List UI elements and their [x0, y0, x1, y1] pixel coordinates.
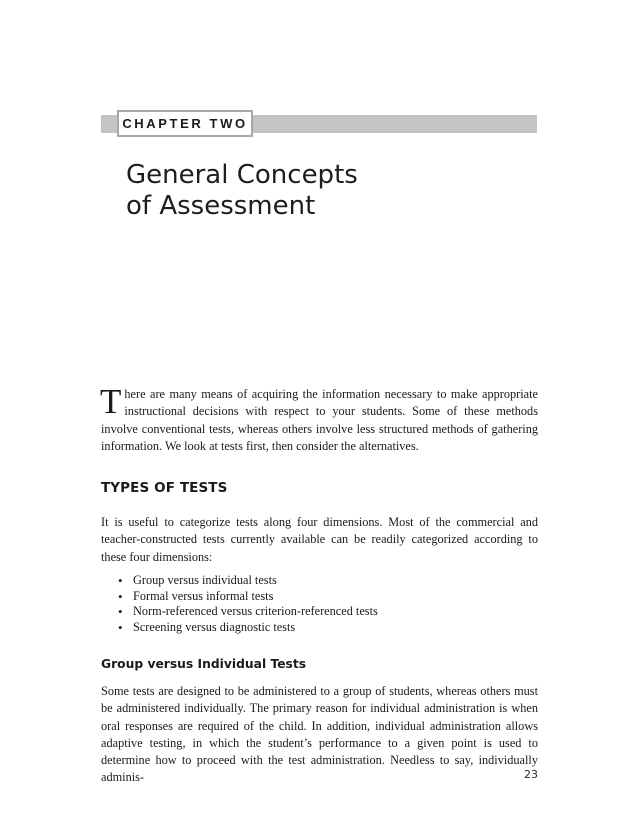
- section-paragraph: It is useful to categorize tests along four dimensions. Most of the commercial and teacher-constructed tests currently available can be readily categorized according to these four dimensions:: [101, 515, 538, 564]
- section-heading: TYPES OF TESTS: [101, 480, 228, 496]
- intro-paragraph: [100, 382, 538, 455]
- chapter-title-line-2: of Assessment: [126, 191, 316, 221]
- intro-text: here are many means of acquiring the information necessary to make appropriate instructional decisions with respect to your students. Some of these methods involve conventional tests, whereas others involve less structured methods of gathering information. We look at tests first, then consider the alternatives.: [101, 387, 538, 453]
- chapter-title-line-1: General Concepts: [126, 160, 358, 190]
- page-number: 23: [524, 768, 538, 781]
- list-item: • Norm-referenced versus criterion-referenced tests: [118, 604, 378, 620]
- chapter-label: CHAPTER TWO: [117, 110, 253, 137]
- subsection-heading: Group versus Individual Tests: [101, 657, 307, 671]
- list-item: • Formal versus informal tests: [118, 589, 378, 605]
- drop-cap: T: [100, 382, 122, 421]
- test-dimensions-list: [118, 573, 378, 635]
- list-item: • Screening versus diagnostic tests: [118, 620, 378, 636]
- subsection-paragraph: Some tests are designed to be administered to a group of students, whereas others must be administered individually. The primary reason for individual administration is when oral responses are required of the child. In addition, individual administration allows adaptive testing, in which the student’s performance to a given point is used to determine how to proceed with the test administration. Needless to say, individually adminis-: [101, 684, 538, 785]
- chapter-title: [126, 160, 526, 222]
- list-item: • Group versus individual tests: [118, 573, 378, 589]
